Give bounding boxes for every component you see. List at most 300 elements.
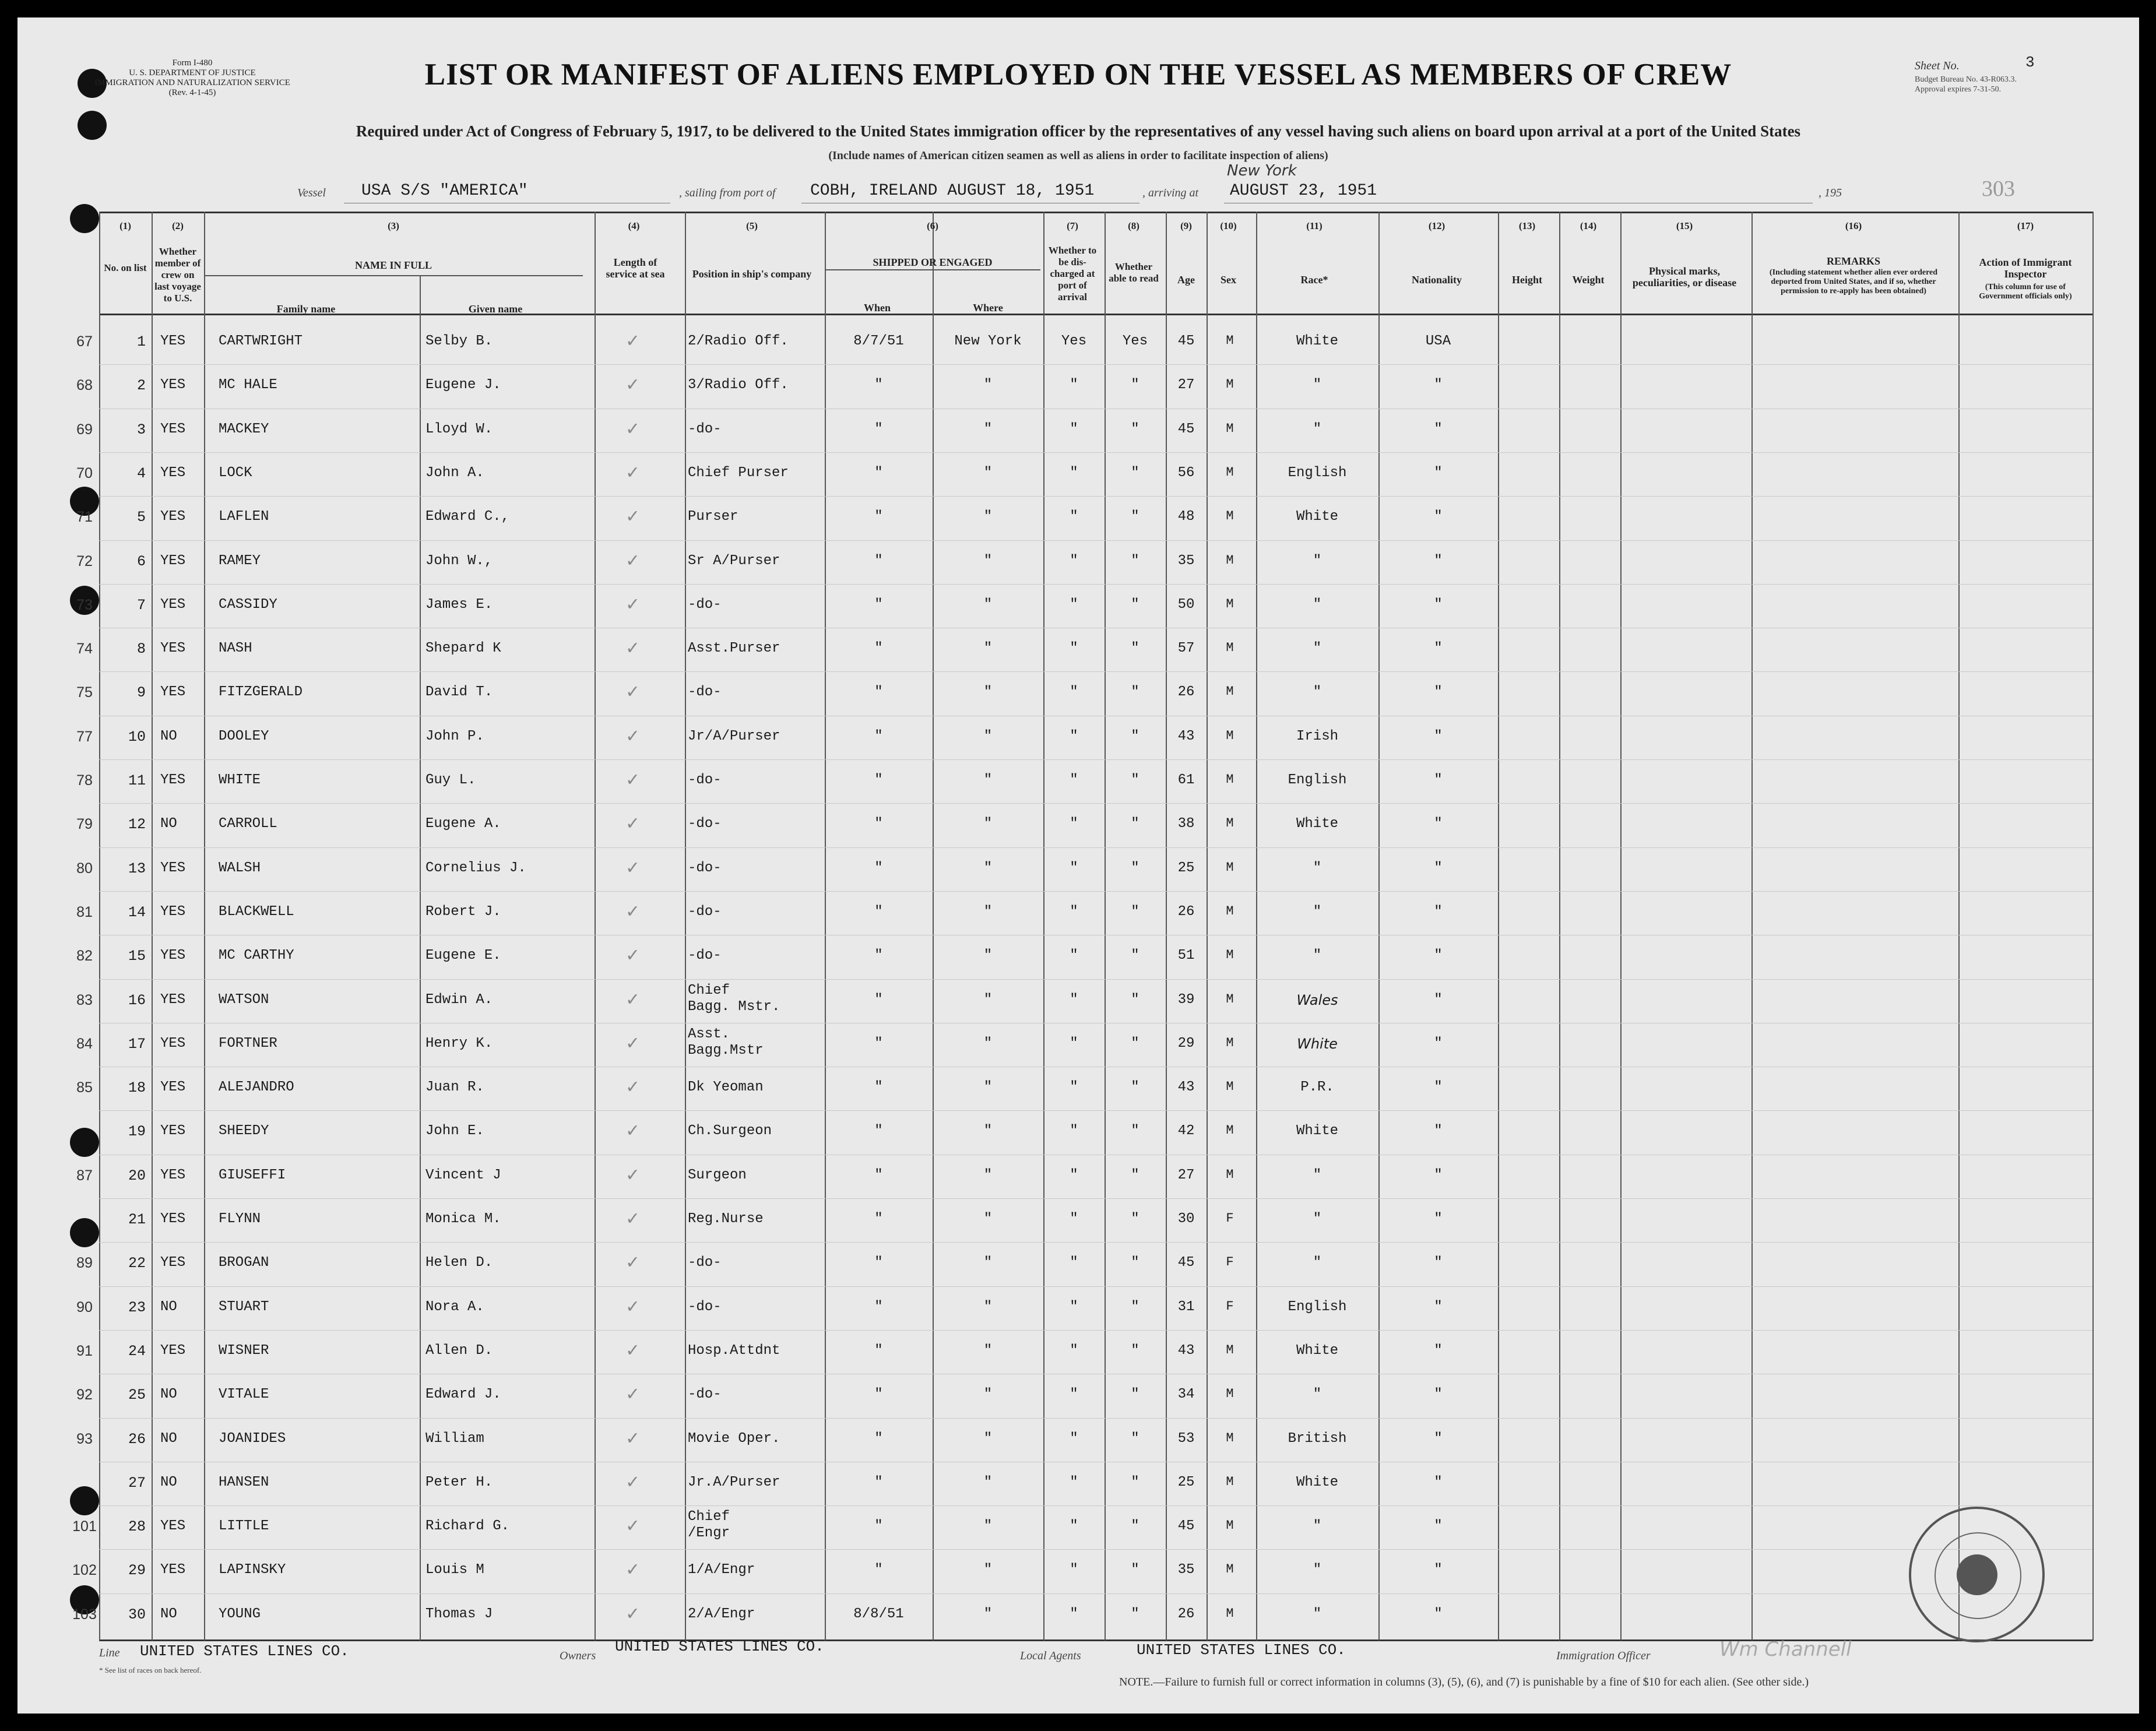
discharged: " <box>1070 1123 1078 1139</box>
list-number: 28 <box>128 1518 146 1536</box>
manifest-line-number: 73 <box>76 596 93 613</box>
sailing-value: COBH, IRELAND AUGUST 18, 1951 <box>810 182 1095 200</box>
family-name: BLACKWELL <box>219 903 294 920</box>
shipped-when: " <box>874 903 883 920</box>
position: Reg.Nurse <box>688 1211 764 1227</box>
race: White <box>1296 1123 1338 1139</box>
shipped-where: " <box>983 509 993 525</box>
vessel-label: Vessel <box>297 187 326 199</box>
position: 2/Radio Off. <box>688 333 789 349</box>
discharged: " <box>1070 903 1078 920</box>
sex: M <box>1226 991 1234 1007</box>
nationality: " <box>1434 816 1443 832</box>
sailing-label: , sailing from port of <box>679 187 776 199</box>
given-name: Helen D. <box>425 1255 493 1271</box>
able-to-read: " <box>1131 596 1139 613</box>
manifest-line-number: 84 <box>76 1035 93 1052</box>
race: " <box>1313 1211 1322 1227</box>
position: Sr A/Purser <box>688 553 780 569</box>
nationality: " <box>1434 991 1443 1008</box>
family-name: WISNER <box>219 1342 269 1359</box>
race: " <box>1313 1255 1322 1271</box>
header-where: Where <box>973 302 1003 314</box>
check-mark-icon: ✓ <box>627 1603 639 1626</box>
discharged: " <box>1070 1079 1078 1096</box>
officer-label: Immigration Officer <box>1556 1649 1651 1662</box>
discharged: " <box>1070 553 1078 569</box>
manifest-line-number: 82 <box>76 948 93 965</box>
given-name: Richard G. <box>425 1518 510 1535</box>
line-label: Line <box>99 1646 120 1659</box>
discharged: " <box>1070 596 1078 613</box>
row-rule <box>99 1198 2092 1199</box>
header-shipped-or-engaged: SHIPPED OR ENGAGED <box>873 256 993 268</box>
list-number: 29 <box>128 1562 146 1579</box>
discharged: " <box>1070 816 1078 832</box>
arriving-port-handwritten: New York <box>1227 162 1297 180</box>
position: Ch.Surgeon <box>688 1123 772 1139</box>
race: White <box>1296 509 1338 525</box>
given-name: Lloyd W. <box>425 421 493 437</box>
col-num-17: (17) <box>2017 220 2034 231</box>
able-to-read: " <box>1131 1079 1139 1096</box>
age: 42 <box>1177 1123 1195 1139</box>
age: 45 <box>1177 1255 1195 1271</box>
able-to-read: " <box>1131 772 1139 788</box>
shipped-where: " <box>983 1211 993 1227</box>
age: 26 <box>1177 903 1195 920</box>
given-name: Robert J. <box>425 903 501 920</box>
able-to-read: " <box>1131 1387 1139 1403</box>
crew-last-voyage: YES <box>160 948 186 964</box>
officer-signature: Wm Channell <box>1719 1638 1852 1661</box>
shipped-when: " <box>874 948 883 964</box>
discharged: " <box>1070 684 1078 701</box>
nationality: " <box>1434 1387 1443 1403</box>
given-name: Edward J. <box>425 1387 501 1403</box>
row-rule <box>99 759 2092 760</box>
check-mark-icon: ✓ <box>627 1252 639 1275</box>
shipped-where: " <box>983 1387 993 1403</box>
shipped-where: " <box>983 421 993 437</box>
shipped-where: " <box>983 816 993 832</box>
discharged: " <box>1070 1035 1078 1051</box>
family-name: MC CARTHY <box>219 948 294 964</box>
age: 26 <box>1177 684 1195 701</box>
race: " <box>1313 948 1322 964</box>
manifest-line-number: 102 <box>72 1562 97 1579</box>
column-rule <box>1751 212 1753 1641</box>
position: Jr/A/Purser <box>688 728 780 744</box>
shipped-when: " <box>874 860 883 876</box>
able-to-read: " <box>1131 1518 1139 1535</box>
column-rule <box>595 212 596 1641</box>
able-to-read: " <box>1131 1299 1139 1315</box>
position: Surgeon <box>688 1167 747 1183</box>
crew-last-voyage: YES <box>160 903 186 920</box>
shipped-when: " <box>874 1474 883 1490</box>
nationality: " <box>1434 1474 1443 1490</box>
manifest-line-number: 70 <box>76 465 93 481</box>
shipped-when: " <box>874 553 883 569</box>
column-rule <box>1498 212 1499 1641</box>
crew-last-voyage: NO <box>160 816 177 832</box>
shipped-when: " <box>874 1562 883 1578</box>
row-rule <box>99 1593 2092 1594</box>
family-name: NASH <box>219 641 252 657</box>
discharged: " <box>1070 1606 1078 1622</box>
list-number: 13 <box>128 860 146 877</box>
race: Wales <box>1296 991 1338 1008</box>
able-to-read: " <box>1131 377 1139 393</box>
col-num-13: (13) <box>1518 220 1536 231</box>
sex: M <box>1226 728 1234 743</box>
able-to-read: " <box>1131 553 1139 569</box>
age: 45 <box>1177 333 1195 349</box>
sex: M <box>1226 816 1234 831</box>
nationality: " <box>1434 948 1443 964</box>
col-num-9: (9) <box>1180 220 1192 231</box>
crew-last-voyage: YES <box>160 641 186 657</box>
row-rule <box>99 1242 2092 1243</box>
race: " <box>1313 860 1322 876</box>
nationality: " <box>1434 465 1443 481</box>
able-to-read: " <box>1131 860 1139 876</box>
age: 45 <box>1177 1518 1195 1535</box>
manifest-line-number: 80 <box>76 860 93 877</box>
row-rule <box>99 1330 2092 1331</box>
shipped-when: 8/7/51 <box>853 333 904 349</box>
position: 1/A/Engr <box>688 1562 755 1578</box>
sex: M <box>1226 641 1234 656</box>
crew-last-voyage: YES <box>160 1079 186 1096</box>
check-mark-icon: ✓ <box>627 462 639 485</box>
check-mark-icon: ✓ <box>627 331 639 353</box>
column-rule <box>1620 212 1622 1641</box>
col-num-15: (15) <box>1676 220 1693 231</box>
header-family-name: Family name <box>276 303 336 315</box>
header-race: Race* <box>1300 274 1328 286</box>
able-to-read: " <box>1131 1430 1139 1447</box>
owners-value: UNITED STATES LINES CO. <box>615 1638 824 1655</box>
position: -do- <box>688 948 722 964</box>
column-rule <box>685 212 686 1641</box>
manifest-paper <box>17 17 2139 1714</box>
sex: M <box>1226 1342 1234 1357</box>
age: 56 <box>1177 465 1195 481</box>
race: English <box>1288 772 1347 788</box>
check-mark-icon: ✓ <box>627 1516 639 1539</box>
list-number: 12 <box>128 816 146 833</box>
shipped-where: " <box>983 684 993 701</box>
shipped-where: " <box>983 553 993 569</box>
table-top-border <box>99 212 2092 213</box>
position: -do- <box>688 596 722 613</box>
given-name: Cornelius J. <box>425 860 526 876</box>
sex: M <box>1226 1430 1234 1445</box>
sex: M <box>1226 596 1234 611</box>
check-mark-icon: ✓ <box>627 1296 639 1319</box>
header-position: Position in ship's company <box>692 268 812 280</box>
manifest-line-number: 103 <box>72 1606 97 1623</box>
discharged: " <box>1070 421 1078 437</box>
able-to-read: " <box>1131 816 1139 832</box>
age: 27 <box>1177 377 1195 393</box>
race: White <box>1296 816 1338 832</box>
able-to-read: " <box>1131 903 1139 920</box>
list-number: 3 <box>136 421 146 438</box>
penalty-note: NOTE.—Failure to furnish full or correct information in columns (3), (5), (6), and (7) is punishable by a fine of $10 for each alien. (See other side.) <box>1119 1676 1809 1688</box>
crew-last-voyage: YES <box>160 421 186 437</box>
shipped-where: " <box>983 1518 993 1535</box>
row-rule <box>99 1286 2092 1287</box>
list-number: 8 <box>136 641 146 658</box>
list-number: 21 <box>128 1211 146 1228</box>
position: -do- <box>688 684 722 701</box>
list-number: 1 <box>136 333 146 350</box>
age: 27 <box>1177 1167 1195 1183</box>
column-rule <box>152 212 153 1641</box>
department: U. S. DEPARTMENT OF JUSTICE <box>129 68 256 78</box>
position: 2/A/Engr <box>688 1606 755 1622</box>
manifest-line-number: 83 <box>76 991 93 1008</box>
sex: F <box>1226 1255 1234 1270</box>
agents-value: UNITED STATES LINES CO. <box>1137 1641 1346 1659</box>
sex: M <box>1226 333 1234 348</box>
shipped-when: " <box>874 1387 883 1403</box>
manifest-line-number: 87 <box>76 1167 93 1184</box>
check-mark-icon: ✓ <box>627 682 639 705</box>
age: 34 <box>1177 1387 1195 1403</box>
check-mark-icon: ✓ <box>627 594 639 617</box>
given-name: Edward C., <box>425 509 510 525</box>
check-mark-icon: ✓ <box>627 375 639 397</box>
manifest-line-number: 85 <box>76 1079 93 1096</box>
position: Chief /Engr <box>688 1509 730 1542</box>
family-name: FORTNER <box>219 1035 277 1051</box>
age: 43 <box>1177 728 1195 744</box>
nationality: " <box>1434 1299 1443 1315</box>
shipped-when: " <box>874 1518 883 1535</box>
crew-last-voyage: NO <box>160 1299 177 1315</box>
family-name: STUART <box>219 1299 269 1315</box>
shipped-where: " <box>983 991 993 1008</box>
shipped-where: " <box>983 860 993 876</box>
shipped-where: " <box>983 1079 993 1096</box>
race: English <box>1288 1299 1347 1315</box>
shipped-where: " <box>983 596 993 613</box>
able-to-read: " <box>1131 1123 1139 1139</box>
able-to-read: " <box>1131 1474 1139 1490</box>
discharged: " <box>1070 1211 1078 1227</box>
manifest-line-number: 90 <box>76 1299 93 1315</box>
shipped-when: " <box>874 1035 883 1051</box>
nationality: " <box>1434 860 1443 876</box>
shipped-when: " <box>874 596 883 613</box>
given-name: James E. <box>425 596 493 613</box>
list-number: 19 <box>128 1123 146 1141</box>
header-no-on-list: No. on list <box>104 262 147 273</box>
nationality: " <box>1434 1167 1443 1183</box>
header-remarks-detail: (Including statement whether alien ever ordered deported from United States, and if so, whether permission to re-apply has been obtained) <box>1769 268 1938 295</box>
age: 31 <box>1177 1299 1195 1315</box>
nationality: " <box>1434 684 1443 701</box>
crew-last-voyage: YES <box>160 1518 186 1535</box>
col-num-16: (16) <box>1845 220 1862 231</box>
nationality: " <box>1434 1562 1443 1578</box>
header-sex: Sex <box>1221 274 1236 286</box>
shipped-when: " <box>874 377 883 393</box>
discharged: " <box>1070 465 1078 481</box>
check-mark-icon: ✓ <box>627 1033 639 1056</box>
crew-last-voyage: NO <box>160 1387 177 1403</box>
consulate-seal <box>1909 1507 2045 1642</box>
shipped-when: " <box>874 684 883 701</box>
family-name: CARROLL <box>219 816 277 832</box>
given-name: Peter H. <box>425 1474 493 1490</box>
able-to-read: " <box>1131 1211 1139 1227</box>
nationality: " <box>1434 1518 1443 1535</box>
sheet-number: 3 <box>2025 54 2035 71</box>
family-name: WATSON <box>219 991 269 1008</box>
age: 29 <box>1177 1035 1195 1051</box>
position: -do- <box>688 1255 722 1271</box>
position: -do- <box>688 903 722 920</box>
nationality: " <box>1434 1255 1443 1271</box>
binder-hole <box>70 1218 99 1247</box>
crew-last-voyage: YES <box>160 1562 186 1578</box>
sex: M <box>1226 1518 1234 1533</box>
manifest-line-number: 89 <box>76 1255 93 1272</box>
nationality: " <box>1434 1342 1443 1359</box>
sex: M <box>1226 684 1234 699</box>
sex: M <box>1226 1474 1234 1489</box>
row-rule <box>99 364 2092 365</box>
list-number: 6 <box>136 553 146 570</box>
age: 43 <box>1177 1079 1195 1096</box>
check-mark-icon: ✓ <box>627 506 639 529</box>
family-name: WALSH <box>219 860 261 876</box>
list-number: 30 <box>128 1606 146 1623</box>
shipped-when: " <box>874 1167 883 1183</box>
family-name: LOCK <box>219 465 252 481</box>
age: 43 <box>1177 1342 1195 1359</box>
position: -do- <box>688 860 722 876</box>
check-mark-icon: ✓ <box>627 857 639 880</box>
owners-label: Owners <box>560 1649 596 1662</box>
col-num-11: (11) <box>1306 220 1323 231</box>
shipped-when: " <box>874 509 883 525</box>
family-name: CASSIDY <box>219 596 277 613</box>
given-name: John E. <box>425 1123 484 1139</box>
col-num-14: (14) <box>1580 220 1597 231</box>
list-number: 22 <box>128 1255 146 1272</box>
crew-last-voyage: YES <box>160 1255 186 1271</box>
sex: M <box>1226 948 1234 963</box>
able-to-read: " <box>1131 948 1139 964</box>
able-to-read: " <box>1131 465 1139 481</box>
sex: M <box>1226 860 1234 875</box>
check-mark-icon: ✓ <box>627 945 639 968</box>
crew-last-voyage: YES <box>160 1035 186 1051</box>
discharged: " <box>1070 948 1078 964</box>
budget-number: Budget Bureau No. 43-R063.3. <box>1915 75 2017 84</box>
position: Asst.Purser <box>688 641 780 657</box>
family-name: FITZGERALD <box>219 684 303 701</box>
agents-label: Local Agents <box>1020 1649 1081 1662</box>
manifest-line-number: 75 <box>76 684 93 701</box>
given-name: Eugene A. <box>425 816 501 832</box>
row-rule <box>99 496 2092 497</box>
check-mark-icon: ✓ <box>627 1384 639 1407</box>
shipped-where: " <box>983 641 993 657</box>
discharged: " <box>1070 1342 1078 1359</box>
col-num-3: (3) <box>388 220 399 231</box>
col-num-6: (6) <box>927 220 938 231</box>
discharged: " <box>1070 641 1078 657</box>
col-num-5: (5) <box>746 220 758 231</box>
sex: M <box>1226 903 1234 919</box>
given-name: Guy L. <box>425 772 476 788</box>
given-name: Henry K. <box>425 1035 493 1051</box>
age: 39 <box>1177 991 1195 1008</box>
header-remarks: REMARKS <box>1826 255 1880 267</box>
page-title: LIST OR MANIFEST OF ALIENS EMPLOYED ON THE VESSEL AS MEMBERS OF CREW <box>424 58 1732 92</box>
eagle-emblem-icon <box>1957 1554 1997 1595</box>
row-rule <box>99 671 2092 672</box>
crew-last-voyage: YES <box>160 509 186 525</box>
shipped-when: " <box>874 772 883 788</box>
header-action-inspector: Action of Immigrant Inspector <box>1979 256 2072 280</box>
col-num-4: (4) <box>628 220 640 231</box>
shipped-when: " <box>874 1211 883 1227</box>
manifest-line-number: 74 <box>76 641 93 657</box>
given-name: John W., <box>425 553 493 569</box>
row-rule <box>99 452 2092 453</box>
discharged: " <box>1070 1255 1078 1271</box>
shipped-when: " <box>874 1299 883 1315</box>
discharged: " <box>1070 728 1078 744</box>
list-number: 17 <box>128 1035 146 1053</box>
vessel-value: USA S/S "AMERICA" <box>361 182 528 200</box>
shipped-when: " <box>874 421 883 437</box>
crew-last-voyage: NO <box>160 728 177 744</box>
service: IMMIGRATION AND NATURALIZATION SERVICE <box>94 78 290 87</box>
shipped-when: " <box>874 1079 883 1096</box>
nationality: " <box>1434 772 1443 788</box>
crew-last-voyage: YES <box>160 1123 186 1139</box>
able-to-read: " <box>1131 1342 1139 1359</box>
shipped-where: " <box>983 1167 993 1183</box>
race: English <box>1288 465 1347 481</box>
crew-last-voyage: YES <box>160 1211 186 1227</box>
crew-last-voyage: YES <box>160 596 186 613</box>
check-mark-icon: ✓ <box>627 550 639 573</box>
race: White <box>1297 1035 1338 1052</box>
check-mark-icon: ✓ <box>627 418 639 441</box>
shipped-when: " <box>874 991 883 1008</box>
given-name: Allen D. <box>425 1342 493 1359</box>
check-mark-icon: ✓ <box>627 1209 639 1231</box>
nationality: USA <box>1425 333 1451 349</box>
discharged: " <box>1070 1387 1078 1403</box>
col-num-8: (8) <box>1128 220 1139 231</box>
shipped-where: " <box>983 1606 993 1622</box>
crew-last-voyage: YES <box>160 1342 186 1359</box>
family-name: LAPINSKY <box>219 1562 286 1578</box>
header-able-to-read: Whether able to read <box>1109 261 1159 284</box>
sex: M <box>1226 1606 1234 1621</box>
